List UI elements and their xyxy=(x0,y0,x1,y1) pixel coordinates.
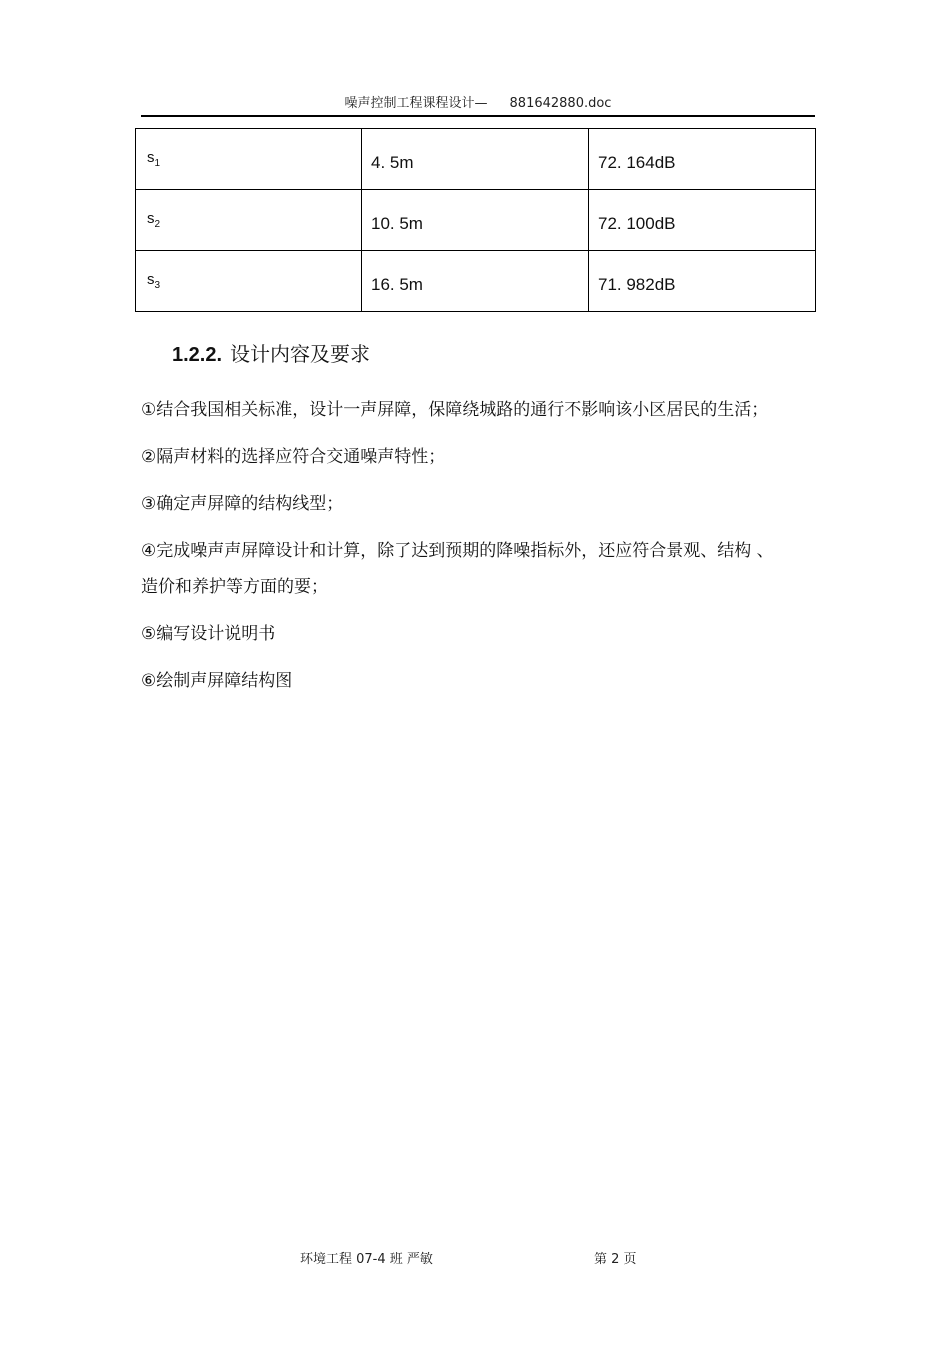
header-title: 噪声控制工程课程设计— xyxy=(344,96,488,111)
header-filename: 881642880.doc xyxy=(509,96,612,111)
requirements-list xyxy=(141,392,781,710)
row-label: $s_2$ xyxy=(147,210,161,230)
data-table xyxy=(135,128,816,312)
row-label: $s_3$ xyxy=(147,271,161,291)
page-header xyxy=(141,92,815,110)
header-rule xyxy=(141,115,815,117)
level-value: 72. 164dB xyxy=(598,153,676,172)
section-number: 1.2.2. xyxy=(172,344,223,366)
list-item: ⑥绘制声屏障结构图 xyxy=(141,671,293,691)
footer-author: 环境工程 07-4 班 严敏 xyxy=(300,1252,433,1267)
table-cell xyxy=(362,190,589,251)
table-row xyxy=(136,129,816,190)
row-label: $s_1$ xyxy=(147,149,161,169)
list-item: ①结合我国相关标准，设计一声屏障，保障绕城路的通行不影响该小区居民的生活； xyxy=(141,400,769,420)
list-item: ⑤编写设计说明书 xyxy=(141,624,276,644)
list-item: ④完成噪声声屏障设计和计算，除了达到预期的降噪指标外，还应符合景观、结构 、造价和养护等方面的要； xyxy=(141,541,774,597)
table-row xyxy=(136,190,816,251)
table-row xyxy=(136,251,816,312)
table-cell xyxy=(589,251,816,312)
table-cell xyxy=(589,129,816,190)
level-value: 72. 100dB xyxy=(598,214,676,233)
list-item: ②隔声材料的选择应符合交通噪声特性； xyxy=(141,447,446,467)
level-value: 71. 982dB xyxy=(598,275,676,294)
table-cell xyxy=(362,129,589,190)
distance-value: 4. 5m xyxy=(371,153,414,172)
section-title: 设计内容及要求 xyxy=(230,342,371,366)
list-item: ③确定声屏障的结构线型； xyxy=(141,494,344,514)
distance-value: 10. 5m xyxy=(371,214,423,233)
section-heading xyxy=(172,338,370,367)
distance-value: 16. 5m xyxy=(371,275,423,294)
table-cell xyxy=(362,251,589,312)
table-cell xyxy=(589,190,816,251)
table-cell xyxy=(136,129,362,190)
table-cell xyxy=(136,190,362,251)
table-cell xyxy=(136,251,362,312)
footer-page-number: 第 2 页 xyxy=(594,1252,637,1267)
